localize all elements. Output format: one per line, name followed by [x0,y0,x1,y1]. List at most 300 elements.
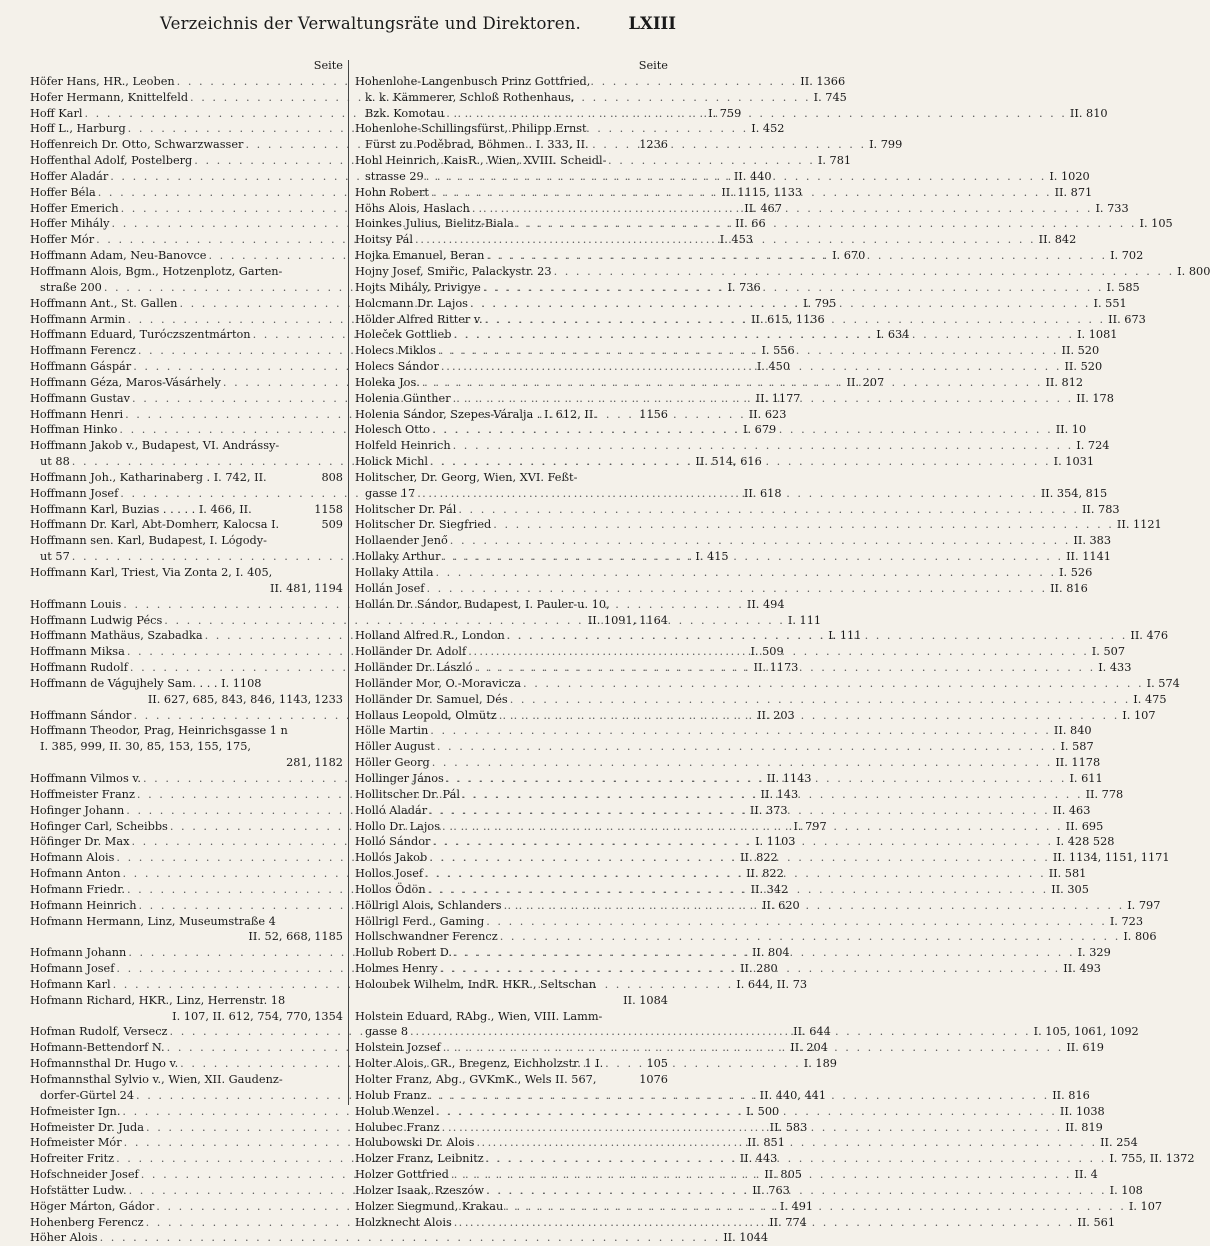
index-entry [30,1230,769,1246]
entry-name-line [355,74,668,90]
entry-text: Hoffer Aladár [30,169,109,183]
page-reference: 1158 [314,502,343,516]
page-reference: 1164 [639,613,668,627]
entry-text: Hojts Mihály, Privigye [355,280,481,294]
leader-dots [448,533,1071,549]
entry-text: Holecs Miklos [355,344,436,358]
page-reference: I. 781 [817,154,852,168]
page-reference: II. 816 [1052,1088,1090,1102]
page-reference: II. 778 [1085,787,1124,801]
page-reference [665,977,668,993]
entry-name-line [30,914,343,930]
entry-name-line [355,977,668,993]
page-reference [340,739,343,755]
leader-dots [440,1120,1063,1136]
page-reference [340,533,343,549]
leader-dots [429,185,1052,201]
page-reference: I. 733 [1095,201,1129,215]
entry-text: Hoffmann de Vágujhely Sam. . . . I. 1108 [30,676,262,690]
leader-dots [427,1088,1050,1104]
leader-dots [498,929,1121,945]
entry-text: Holzknecht Alois [355,1215,452,1229]
entry-name-line [355,755,1101,771]
entry-name-line [30,1072,343,1088]
leader-dots [438,961,1061,977]
entry-text: Holitscher, Dr. Georg, Wien, XVI. Feßt- [355,470,578,484]
page-reference: 1185 [314,930,343,944]
entry-continuation-line [355,137,668,153]
entry-name-line [355,676,1180,692]
entry-text: Hoffmann Karl, Triest, Via Zonta 2, I. 405, [30,566,273,579]
entry-text: Hofmann-Bettendorf N. [30,1041,165,1055]
page-reference: I. 450 [756,360,791,374]
entry-text: Hoffenreich Dr. Otto, Schwarzwasser [30,138,244,152]
entry-text: Hoffman Hinko [30,423,118,437]
page-reference: I. 415 [695,550,729,564]
page-reference: 808 [321,470,343,484]
leader-dots [440,819,1063,835]
entry-text: Holubec Franz [355,1120,440,1134]
page-reference: II. 1173 [753,661,799,675]
entry-name-line [30,533,343,549]
entry-text: Holfeld Heinrich [355,439,451,453]
entry-text: Holoubek Wilhelm, IndR. HKR., Seltschan [355,977,597,991]
entry-name-line [355,1009,668,1025]
page-reference: I. 111 [828,629,862,643]
page-reference: II. 354, 815 [1040,486,1108,500]
page-reference: II. 619 [1066,1041,1104,1055]
entry-text: Holitscher Dr. Siegfried [355,518,492,532]
entry-name-line [355,533,1112,549]
page-reference [340,438,343,454]
page-reference [340,914,343,930]
entry-text: Hohenlohe-Schillingsfürst, Philipp Ernst [355,122,587,136]
page-reference: II. 520 [1064,360,1103,374]
entry-text: Hofmeister Mór [30,1136,122,1150]
page-reference: II. 373 [749,803,788,817]
entry-text: II. 52, 668, [248,930,312,944]
page-reference [665,90,668,106]
entry-name-line [355,502,1120,518]
entry-text: Hollschwandner Ferencz [355,930,498,944]
page-reference: II. 623 [748,407,787,421]
entry-text: Hohl Heinrich, KaisR., Wien, XVIII. Scheidl- [355,154,607,168]
page-reference: II. 494 [746,597,785,611]
entry-text: II. 1091, [587,613,637,627]
page-reference [665,1009,668,1025]
entry-text: Hollinger János [355,771,444,785]
entry-text: Holitscher Dr. Pál [355,502,457,516]
leader-dots [426,882,1049,898]
page-reference: I. 745 [813,90,847,104]
entry-continuation-line [30,581,343,597]
entry-text: Hofmann Karl [30,977,111,991]
entry-text: Hoffenthal Adolf, Postelberg [30,154,193,168]
entry-continuation-line [30,1009,343,1025]
leader-dots [427,850,1050,866]
page-reference: II. 520 [1061,344,1100,358]
entry-text: Hollitscher Dr. Pál [355,787,460,801]
index-entry [30,502,343,518]
entry-text: II. 627, 685, 843, 846, 1143, [147,692,312,706]
entry-text: Hofer Hermann, Knittelfeld [30,90,189,104]
entry-text: Hofmann Richard, HKR., Linz, Herrenstr. 18 [30,993,286,1007]
entry-text: Hollos Ödön [355,882,426,896]
leader-dots [440,549,1063,565]
index-entry [355,676,1180,692]
entry-text: Holecs Sándor [355,360,439,374]
page-reference: II. 4 [1074,1168,1098,1182]
page-reference: I. 1020 [1049,169,1090,183]
entry-text: Holesch Otto [355,423,431,437]
page-reference: II. 463 [1052,803,1091,817]
leader-dots [413,232,1036,248]
entry-name-line [30,517,343,533]
page-reference: II. 204 [790,1041,828,1055]
entry-name-line [355,1072,668,1088]
entry-text: dorfer-Gürtel 24 [40,1088,135,1102]
entry-text: ut 88 [40,455,70,469]
page-reference: II. 810 [1069,106,1108,120]
entry-text: Holländer Dr. László [355,661,473,675]
page-reference: 1076 [639,1073,668,1086]
entry-text: Hollán Dr. Sándor, Budapest, I. Pauler-u. 10, [355,597,610,611]
page-reference: II. 66 [735,217,766,231]
entry-text: Hoffmann Sándor [30,708,132,722]
page-reference: II. 203 [757,708,795,722]
entry-text: Holstein Eduard, RAbg., Wien, VIII. Lamm- [355,1009,603,1023]
page-reference: II. 812 [1045,375,1084,389]
entry-text: Hoffmann Géza, Maros-Vásárhely [30,375,221,389]
entry-text: Hofmannsthal Dr. Hugo v. [30,1057,179,1071]
entry-text: Hoffmann Karl, Buzias . . . . . I. 466, II. [30,502,252,516]
index-entry [355,533,1112,549]
entry-name-line [30,993,343,1009]
leader-dots [451,391,1074,407]
page-reference: I. 105, 1061, 1092 [1033,1025,1139,1039]
index-entry [355,565,1093,581]
index-entry [30,565,343,597]
leader-dots [423,866,1046,882]
index-entry [355,977,668,1009]
entry-text: Hofschneider Josef [30,1168,139,1182]
entry-text: k. k. Kämmerer, Schloß Rothenhaus, [365,90,575,104]
page-reference: I. 453 [719,233,753,247]
entry-text: Hollós Jakob [355,851,428,865]
entry-text: Hollán Josef [355,581,425,595]
page-reference: II. 1366 [800,74,846,88]
page-reference: I. 799 [869,138,903,152]
page-reference: I. 795 [803,296,837,310]
entry-text: Hoffmann Jakob v., Budapest, VI. Andrássy- [30,439,280,453]
page-reference: 1182 [314,756,343,770]
page-reference [340,1072,343,1088]
entry-text: Holland Alfred R., London [355,629,505,643]
entry-text: 281, [286,756,312,770]
page-reference: II. 1121 [1116,518,1162,532]
index-entry [355,1056,668,1072]
entry-text: Hoff L., Harburg [30,122,126,136]
page-reference: II. 1044 [723,1231,769,1245]
entry-name-line [355,597,668,613]
index-entry [355,502,1120,518]
seite-column-label: Seite [638,59,668,72]
index-entry [355,597,668,629]
entry-name-line [355,723,1092,739]
page-reference: II. 143 [760,787,799,801]
entry-text: I. 107, II. 612, 754, 770, [172,1009,312,1023]
leader-dots [452,1215,1075,1231]
entry-text: Hoffmann Dr. Karl, Abt-Domherr, Kalocsa I. [30,518,280,532]
page-reference: II. 383 [1073,534,1112,548]
entry-text: Hofmann Anton [30,867,121,881]
entry-text: Hollaender Jenő [355,534,448,548]
page-reference: 1236 [639,138,668,152]
entry-text: strasse 29 [365,169,424,183]
page-reference: 1156 [639,407,668,421]
entry-text: Hoffmann Louis [30,597,122,611]
page-reference: I. 634 [876,328,910,342]
entry-text: Hoff Karl [30,106,83,120]
entry-text: Hofmann Johann [30,946,127,960]
entry-text: Holubowski Dr. Alois [355,1136,475,1150]
entry-text: Hojny Josef, Smiřic, Palackystr. 23 [355,264,552,278]
page-reference: 105 [646,1057,668,1071]
entry-text: Höhs Alois, Haslach [355,201,470,215]
index-entry [30,676,343,708]
page-reference: I. 587 [1060,740,1094,754]
index-entry [355,438,1110,454]
page-reference: II. 816 [1050,581,1088,595]
entry-continuation-line [30,929,343,945]
entry-text: Holeka Jos. [355,375,420,389]
page-reference [340,565,343,581]
entry-continuation-line [355,993,668,1009]
page-reference: I. 759 [708,106,742,120]
entry-name-line [355,470,668,486]
entry-text: Holenia Sándor, Szepes-Váralja . I. 612, II. [355,407,597,421]
index-entry [355,755,1101,771]
page-reference: II. 805 [764,1168,802,1182]
leader-dots [466,644,1089,660]
entry-text: Fürst zu Poděbrad, Böhmen . I. 333, II. [365,138,589,152]
leader-dots [484,1183,1107,1199]
leader-dots [439,359,1062,375]
entry-text: Hoffmann Ferencz [30,344,136,358]
page-reference: II. 10 [1055,423,1087,437]
entry-text: Holzer Isaak, Rzeszów [355,1183,485,1197]
page-reference: II. 822 [746,867,784,881]
page-reference: II. 581 [1048,867,1087,881]
entry-text: Hofmannsthal Sylvio v., Wien, XII. Gaudenz- [30,1073,283,1086]
leader-dots [491,517,1114,533]
entry-name-line [30,502,343,518]
leader-dots [483,312,1106,328]
entry-text: Hofreiter Fritz [30,1152,115,1166]
entry-text: Hofmann Hermann, Linz, Museumstraße 4 [30,914,276,928]
leader-dots [452,945,1075,961]
entry-text: Hoffmann Miksa [30,645,125,659]
entry-text: Hoffer Emerich [30,201,119,215]
page-reference: I. 107 [1128,1199,1163,1213]
index-entry [355,914,1144,930]
leader-dots [502,898,1125,914]
page-reference: I. 551 [1093,296,1127,310]
page-reference: I. 1081 [1077,328,1118,342]
page-reference: I. 800 [1177,264,1210,278]
index-entry [355,1072,668,1088]
page-reference: II. 476 [1130,629,1169,643]
page-title: Verzeichnis der Verwaltungsräte und Direktoren. [160,14,582,33]
leader-dots [470,201,1093,217]
page-reference: II. 1115, 1133 [721,185,803,199]
page-reference: I. 491 [779,1199,814,1213]
entry-text: Hollos Josef [355,867,424,881]
entry-text: Holick Michl [355,455,429,469]
entry-text: Holter Alois, GR., Bregenz, Eichholzstr. 1 I. [355,1057,604,1071]
page-reference [665,470,668,486]
leader-dots [484,248,1107,264]
index-entry [30,470,343,486]
entry-text: Holcmann Dr. Lajos [355,296,468,310]
leader-dots [408,1024,1031,1040]
page-reference: II. 695 [1065,819,1104,833]
leader-dots [484,914,1107,930]
page-reference: II. 440, 441 [759,1088,827,1102]
entry-text: Holló Aladár [355,803,428,817]
page-reference: 1194 [314,581,343,595]
entry-continuation-line [30,755,343,771]
leader-dots [424,169,1047,185]
entry-name-line [30,438,343,454]
entry-text: gasse 17 [365,486,416,500]
entry-text: Hofmann Josef [30,962,115,976]
page-reference: II. 871 [1054,185,1093,199]
page-reference: I. 189 [803,1057,837,1071]
entry-text: Holmes Henry [355,962,438,976]
entry-text: Holeček Gottlieb [355,328,452,342]
entry-text: Hollaky Attila [355,566,434,579]
entry-text: Höfinger Dr. Max [30,835,130,849]
page-reference: II. 1038 [1059,1104,1105,1118]
entry-name-line [30,470,343,486]
entry-name-line [355,153,668,169]
entry-name-line [355,438,1110,454]
entry-text: Höllrigl Ferd., Gaming [355,914,485,928]
page-reference: II. 819 [1065,1120,1103,1134]
entry-text: Hoffmann sen. Karl, Budapest, I. Lógody- [30,534,267,548]
page-reference: I. 105 [1139,217,1173,231]
entry-name-line [355,692,1167,708]
leader-dots [460,787,1083,803]
entry-text: Höger Márton, Gádor [30,1199,155,1213]
page-reference: I. 797 [793,819,827,833]
entry-text: Höller August [355,740,435,754]
page-reference: 1233 [314,692,343,706]
leader-dots [451,438,1074,454]
page-reference: I. 755, II. 1372 [1109,1152,1195,1166]
index-entry [30,914,343,946]
page-reference: II. 1178 [1055,756,1101,770]
entry-text: Hoinkes Julius, Bielitz-Biala [355,217,514,231]
entry-text: Hojka Emanuel, Beran [355,249,485,263]
entry-text: Hoffmann Mathäus, Szabadka [30,629,203,643]
leader-dots [514,216,1137,232]
entry-name-line [30,264,343,280]
page-reference: I. 556 [761,344,795,358]
page-reference: I. 723 [1109,914,1144,928]
entry-text: Höher Alois [30,1231,98,1245]
page-reference: I. 507 [1091,645,1126,659]
page-reference: I. 806 [1123,930,1157,944]
entry-text: Höfer Hans, HR., Leoben [30,74,175,88]
page-reference: I. 585 [1106,280,1140,294]
entry-text: Hofstätter Ludw. [30,1183,127,1197]
page-reference [340,723,343,739]
entry-name-line [355,407,668,423]
page-reference: I. 428 528 [1056,835,1115,849]
entry-name-line [355,121,668,137]
entry-text: Holló Sándor [355,835,431,849]
entry-text: Bzk. Komotau [365,106,445,120]
leader-dots [449,1167,1072,1183]
page-reference: I. 670 [832,249,866,263]
entry-text: Hofman Rudolf, Versecz [30,1025,168,1039]
entry-text: Hoffmann Josef [30,486,119,500]
leader-dots [481,280,1104,296]
leader-dots [441,1040,1064,1056]
entry-text: Hohn Robert [355,185,429,199]
leader-dots [508,692,1131,708]
page-reference: II. 561 [1077,1215,1116,1229]
entry-text [355,993,620,1009]
entry-text: Hoffmann Joh., Katharinaberg . I. 742, II. [30,470,267,484]
page-reference: II. 763 [752,1183,790,1197]
entry-text: Hollaus Leopold, Olmütz [355,708,497,722]
page-reference: II. 443 [739,1152,778,1166]
page-reference: I. 111 [787,613,822,627]
index-entry [355,929,1157,945]
index-entry [355,739,1094,755]
entry-text: Höllrigl Alois, Schlanders [355,898,502,912]
leader-dots [430,755,1053,771]
entry-text: Hoffmann Vilmos v. [30,771,141,785]
entry-text: I. 385, 999, II. 30, 85, 153, 155, 175, [40,740,251,754]
entry-continuation-line [355,90,668,106]
page-number: LXIII [628,14,676,33]
seite-column-label: Seite [313,59,343,72]
page-reference: II. 840 [1053,724,1092,738]
entry-text: Hölder Alfred Ritter v. [355,312,483,326]
leader-dots [430,834,1053,850]
entry-text: Hoffer Béla [30,185,96,199]
leader-dots [451,327,1074,343]
entry-text: Holzer Gottfried [355,1168,449,1182]
entry-text: Hofmann Heinrich [30,898,137,912]
entry-text: Holländer Mor, O.-Moravicza [355,676,522,690]
page-reference: II. 618 [743,486,782,500]
index-entry [30,517,343,533]
entry-text: Holenia Günther [355,391,451,405]
leader-dots [98,1230,721,1246]
page-reference: 1354 [314,1009,343,1023]
leader-dots [428,454,1051,470]
entry-name-line [355,914,1144,930]
entry-text: Holub Wenzel [355,1104,435,1118]
leader-dots [434,1104,1057,1120]
entry-text: Hoffmeister Franz [30,787,135,801]
leader-dots [420,375,1043,391]
